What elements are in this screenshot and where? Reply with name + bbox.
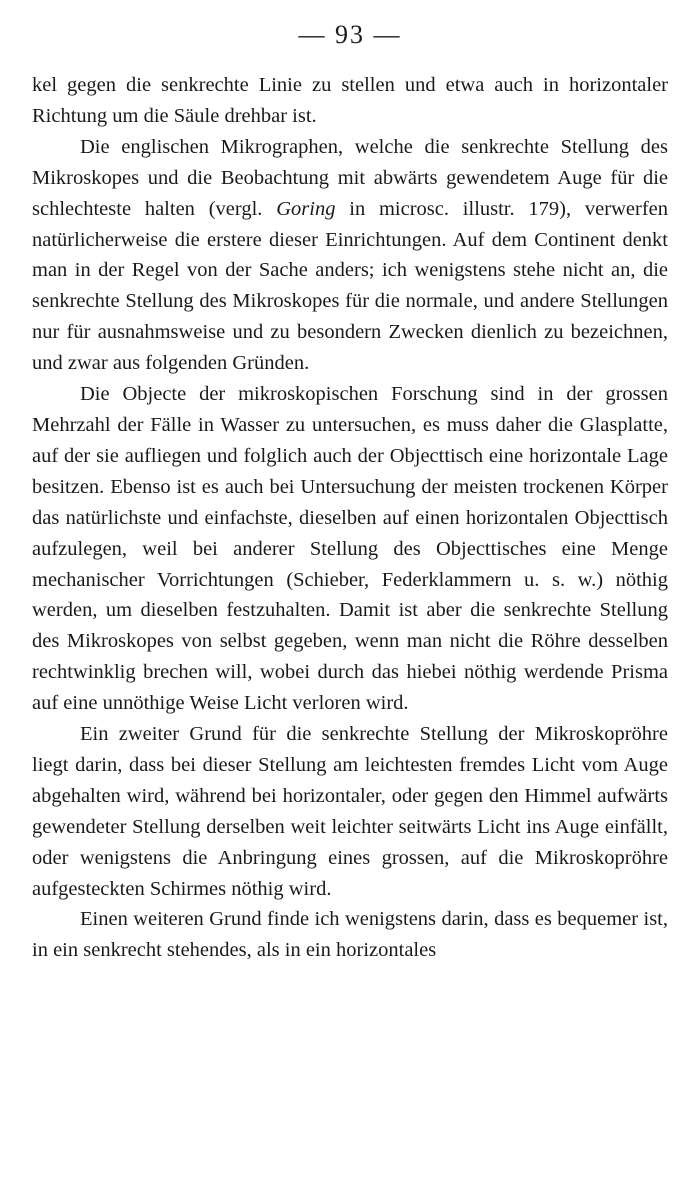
paragraph-second-reason: Ein zweiter Grund für die senkrechte Stellung der Mikroskopröhre liegt darin, dass bei dieser Stellung am leichtesten fremdes Licht vom Auge abgehalten wird, während bei horizontaler, oder gegen den Himmel aufwärts gewendeter Stellung derselben weit leichter seitwärts Licht ins Auge einfällt, oder wenigstens die Anbringung eines grossen, auf die Mikroskopröhre aufgesteckten Schirmes nöthig wird.: [32, 723, 668, 900]
paragraph-further-reason: Einen weiteren Grund finde ich wenigstens darin, dass es bequemer ist, in ein senkrecht stehendes, als in ein horizontales: [32, 908, 668, 962]
author-name-goring: Goring: [276, 197, 336, 220]
paragraph-text-start: Die englischen Mikrographen, welche die senkrechte Stellung des Mikroskopes und die Beobachtung mit abwärts gewendetem Auge für die schlechteste halten (vergl.: [32, 135, 668, 220]
page-number: — 93 —: [298, 20, 402, 49]
paragraph-english-micrographers: [32, 132, 668, 379]
book-page: [32, 18, 668, 966]
paragraph-objects-horizontal: Die Objecte der mikroskopischen Forschung sind in der grossen Mehrzahl der Fälle in Wasser zu untersuchen, es muss daher die Glasplatte, auf der sie aufliegen und folglich auch der Objecttisch eine horizontale Lage besitzen. Ebenso ist es auch bei Untersuchung der meisten trockenen Körper das natürlichste und einfachste, dieselben auf einen horizontalen Objecttisch aufzulegen, weil bei anderer Stellung des Objecttisches eine Menge mechanischer Vorrichtungen (Schieber, Federklammern u. s. w.) nöthig werden, um dieselben festzuhalten. Damit ist aber die senkrechte Stellung des Mikroskopes von selbst gegeben, wenn man nicht die Röhre desselben rechtwinklig brechen will, wobei durch das hiebei nöthig werdende Prisma auf eine unnöthige Weise Licht verloren wird.: [32, 383, 668, 715]
paragraph-text-end: in microsc. illustr. 179), verwerfen natürlicherweise die erstere dieser Einrichtungen. Auf dem Continent denkt man in der Regel von der Sache anders; ich wenigstens stehe nicht an, die senkrechte Stellung des Mikroskopes für die normale, und andere Stellungen nur für ausnahmsweise und zu besondern Zwecken dienlich zu bezeichnen, und zwar aus folgenden Gründen.: [32, 197, 669, 375]
paragraph-continuation: kel gegen die senkrechte Linie zu stellen und etwa auch in horizontaler Richtung um die Säule drehbar ist.: [32, 74, 668, 127]
